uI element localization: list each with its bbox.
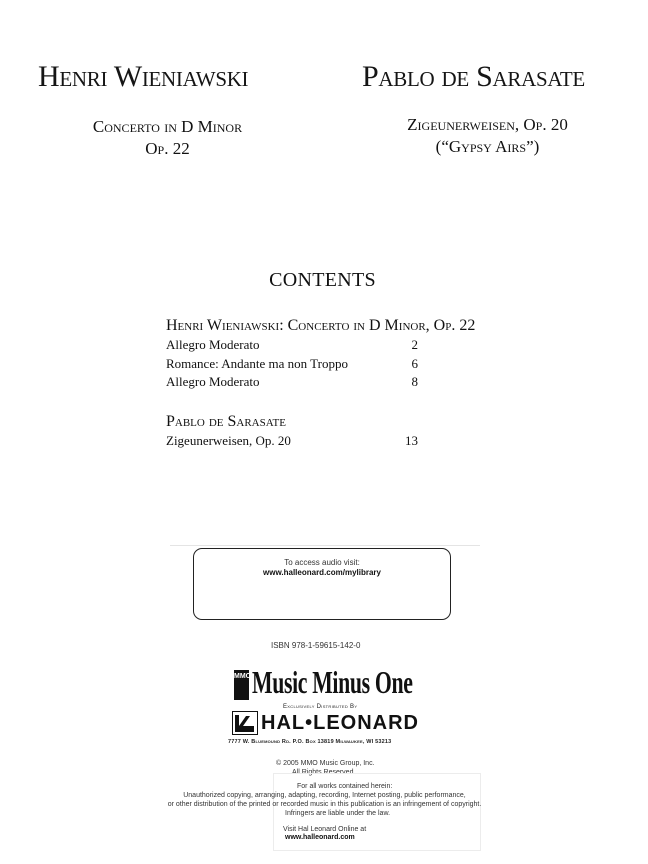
contents-heading: CONTENTS [269,269,376,291]
toc-item-page: 8 [411,374,418,389]
rights-reserved: All Rights Reserved [292,769,354,776]
mmo-wordmark: Music Minus One [252,664,413,700]
hal-leonard-logo [232,711,422,737]
music-minus-one-logo [234,664,413,705]
work-title-left-line2: Op. 22 [145,139,190,158]
toc-item-title: Zigeunerweisen, Op. 20 [166,433,291,448]
toc-item[interactable] [166,356,418,375]
work-title-right-line1: Zigeunerweisen, Op. 20 [407,115,568,134]
toc-item-page: 6 [411,356,418,371]
toc-item-title: Romance: Andante ma non Troppo [166,356,348,371]
toc-item-page: 13 [405,433,418,448]
audio-access-label: To access audio visit: [284,558,360,567]
work-title-right [345,114,630,158]
publisher-website-link[interactable]: www.halleonard.com [285,834,355,841]
legal-text-line: Unauthorized copying, arranging, adapting, recording, Internet posting, public performance, [183,792,466,799]
toc-section-heading-wieniawski: Henri Wieniawski: Concerto in D Minor, Op. 22 [166,317,476,334]
work-title-left-line1: Concerto in D Minor [92,117,243,136]
work-title-left [40,116,295,160]
publisher-address: 7777 W. Bluemound Rd. P.O. Box 13819 Milwaukee, WI 53213 [228,739,392,745]
audio-access-link[interactable]: www.halleonard.com/mylibrary [263,568,381,577]
audio-access-box [193,548,451,620]
copyright-line: © 2005 MMO Music Group, Inc. [276,760,375,767]
work-title-right-line2: (“Gypsy Airs”) [435,137,540,156]
toc-item[interactable] [166,337,418,356]
toc-item[interactable] [166,433,418,452]
mmo-badge: MMO [234,670,249,700]
legal-text-line: or other distribution of the printed or recorded music in this publication is an infringement of copyright. [167,801,482,808]
hal-leonard-wordmark: HAL•LEONARD [261,712,419,734]
isbn-number: ISBN 978-1-59615-142-0 [271,641,361,650]
distributed-by-label: Exclusively Distributed By [283,704,358,710]
toc-section-heading-sarasate: Pablo de Sarasate [166,413,286,430]
toc-item-title: Allegro Moderato [166,337,260,352]
visit-online-label: Visit Hal Leonard Online at [283,826,367,833]
composer-name-right: Pablo de Sarasate [362,60,585,93]
toc-item-title: Allegro Moderato [166,374,260,389]
legal-text-line: Infringers are liable under the law. [285,810,391,817]
divider [170,545,480,546]
hal-leonard-mark-icon [232,711,258,735]
toc-item[interactable] [166,374,418,393]
legal-intro: For all works contained herein: [297,783,393,790]
toc-item-page: 2 [411,337,418,352]
composer-name-left: Henri Wieniawski [38,60,249,93]
